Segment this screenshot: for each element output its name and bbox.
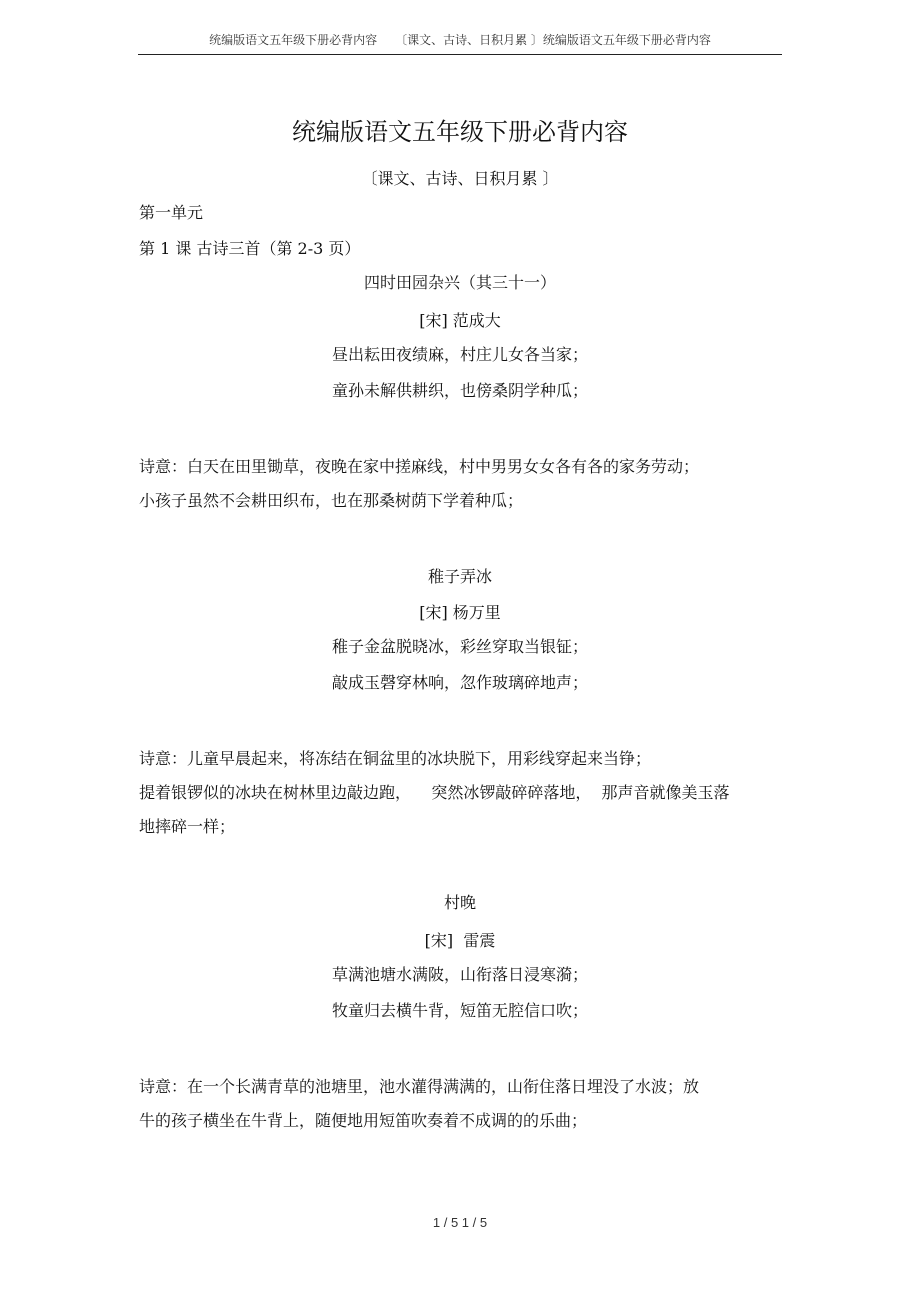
page-number: 1 / 5 1 / 5 (432, 1215, 488, 1230)
poem-meaning-line: 诗意：在一个长满青草的池塘里，池水灌得满满的，山衔住落日埋没了水波；放 (139, 1077, 700, 1096)
poem-title: 村晚 (443, 893, 476, 912)
poem-meaning-line: 牛的孩子横坐在牛背上，随便地用短笛吹奏着不成调的的乐曲； (139, 1111, 588, 1130)
poem-title: 四时田园杂兴（其三十一） (363, 273, 556, 292)
unit-heading: 第一单元 (139, 203, 204, 222)
poem-meaning-line: 诗意：白天在田里锄草，夜晚在家中搓麻线，村中男男女女各有各的家务劳动； (139, 457, 700, 476)
poem-line: 牧童归去横牛背，短笛无腔信口吹； (331, 1001, 588, 1020)
poem-author: [宋] 范成大 (419, 311, 501, 330)
poem-title: 稚子弄冰 (427, 567, 492, 586)
poem-line: 昼出耘田夜绩麻，村庄儿女各当家； (331, 345, 588, 364)
poem-author: [宋] 杨万里 (419, 603, 501, 622)
header-middle-text: 〔课文、古诗、日积月累 〕统编版语文五年级下册必背内容 (395, 33, 711, 47)
poem-line: 稚子金盆脱晓冰，彩丝穿取当银钲； (331, 637, 588, 656)
document-subtitle: 〔课文、古诗、日积月累 〕 (361, 169, 559, 188)
lesson-heading: 第 1 课 古诗三首（第 2-3 页） (139, 239, 361, 258)
header-left-text: 统编版语文五年级下册必背内容 (209, 33, 378, 47)
poem-meaning-line: 地摔碎一样； (139, 817, 236, 836)
poem-line: 敲成玉磬穿林响，忽作玻璃碎地声； (331, 673, 588, 692)
page-header (138, 30, 782, 55)
poem-author: [宋] 雷震 (424, 931, 496, 950)
poem-line: 草满池塘水满陂，山衔落日浸寒漪； (331, 965, 588, 984)
poem-meaning-line: 诗意：儿童早晨起来，将冻结在铜盆里的冰块脱下，用彩线穿起来当铮； (139, 749, 652, 768)
poem-meaning-line: 提着银锣似的冰块在树林里边敲边跑， 突然冰锣敲碎碎落地， 那声音就像美玉落 (139, 783, 730, 802)
poem-line: 童孙未解供耕织，也傍桑阴学种瓜； (331, 381, 588, 400)
poem-meaning-line: 小孩子虽然不会耕田织布，也在那桑树荫下学着种瓜； (139, 491, 524, 510)
document-title: 统编版语文五年级下册必背内容 (292, 118, 628, 146)
